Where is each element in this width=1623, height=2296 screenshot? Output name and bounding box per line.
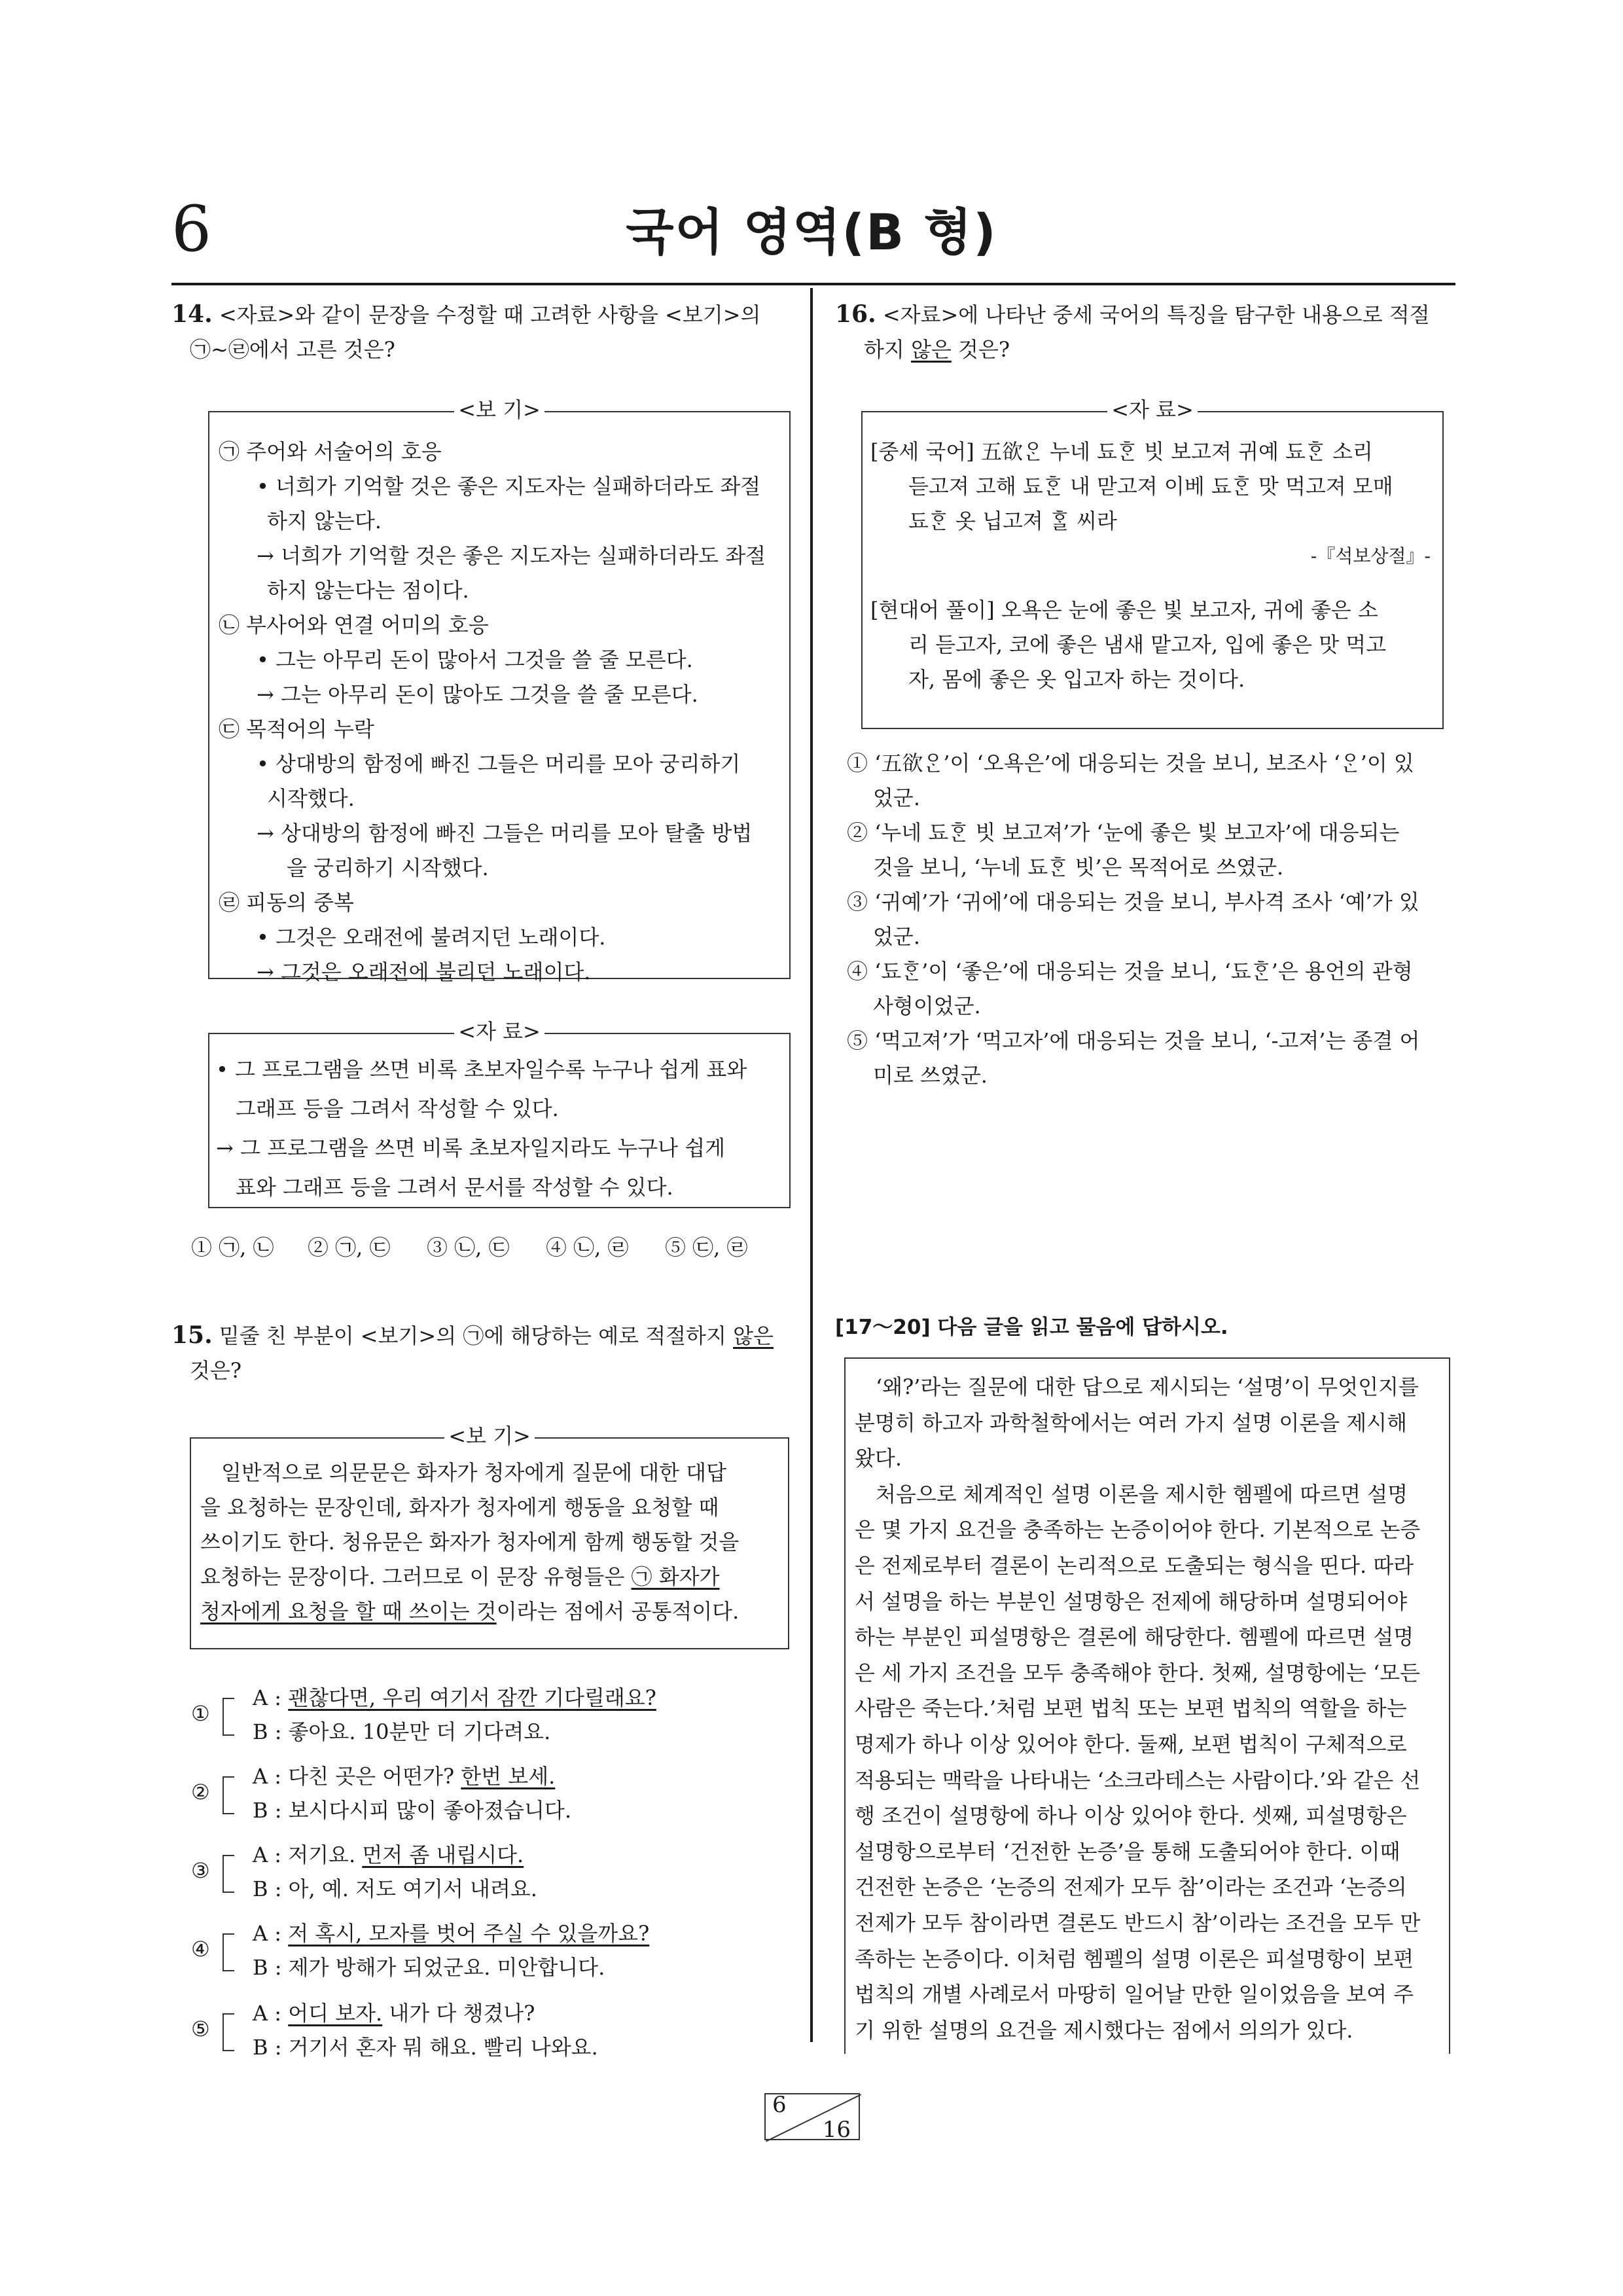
question-number: 14. — [171, 300, 213, 328]
question-stem-cont: ㉠~㉣에서 고른 것은? — [190, 337, 395, 362]
choice-2-cont: 것을 보니, ‘누네 됴ᄒᆞᆫ 빗’은 목적어로 쓰였군. — [873, 855, 1284, 880]
dialogue-line-a — [253, 1681, 656, 1715]
bogi-line: 하지 않는다는 점이다. — [267, 578, 469, 603]
bogi-line: 을 요청하는 문장인데, 화자가 청자에게 행동을 요청할 때 — [200, 1495, 719, 1520]
choice-5[interactable]: ⑤ ㉢, ㉣ — [665, 1235, 748, 1260]
modern-text-line: [현대어 풀이] 오욕은 눈에 좋은 빛 보고자, 귀에 좋은 소 — [870, 598, 1378, 622]
bogi-underline-target: 청자에게 요청을 할 때 쓰이는 것 — [200, 1599, 497, 1624]
question-stem-emphasis: 않은 — [911, 337, 952, 362]
underlined-text: 어디 보자. — [288, 2001, 383, 2026]
page-number: 6 — [171, 192, 212, 266]
choice-3[interactable]: ③ ‘귀예’가 ‘귀에’에 대응되는 것을 보니, 부사격 조사 ‘예’가 있 — [847, 889, 1419, 914]
choice-number[interactable]: ② — [191, 1780, 210, 1804]
question-stem-emphasis: 않은 — [733, 1323, 774, 1348]
jaryo-line: 표와 그래프 등을 그려서 문서를 작성할 수 있다. — [236, 1175, 673, 1200]
q14-jaryo-label: <자 료> — [454, 1019, 544, 1044]
speaker-text: A : 저기요. — [253, 1842, 363, 1867]
speaker-text: A : 다친 곳은 어떤가? — [253, 1764, 461, 1789]
q16-choices — [847, 746, 1455, 1093]
dialogue-bracket — [223, 1776, 234, 1814]
passage-line: 왔다. — [855, 1446, 902, 1471]
choice-number[interactable]: ④ — [191, 1937, 210, 1962]
choice-4[interactable]: ④ ‘됴ᄒᆞᆫ’이 ‘좋은’에 대응되는 것을 보니, ‘됴ᄒᆞᆫ’은 용언의 관형 — [847, 959, 1413, 984]
choice-3[interactable]: ③ ㉡, ㉢ — [427, 1235, 510, 1260]
passage-line: 은 전제로부터 결론이 논리적으로 도출되는 형식을 띤다. 따라 — [855, 1552, 1414, 1578]
dialogue-bracket — [223, 2013, 234, 2051]
header-rule — [171, 283, 1455, 285]
passage-instruction: [17～20] 다음 글을 읽고 물음에 답하시오. — [835, 1316, 1228, 1339]
passage-line: 명제가 하나 이상 있어야 한다. 둘째, 보편 법칙이 구체적으로 — [855, 1731, 1407, 1757]
current-page: 6 — [772, 2092, 787, 2118]
passage-body — [855, 1369, 1444, 2048]
bogi-line: ㉡ 부사어와 연결 어미의 호응 — [219, 613, 489, 637]
choice-number[interactable]: ⑤ — [191, 2017, 210, 2041]
bogi-underline-target: ㉠ 화자가 — [631, 1564, 720, 1589]
column-divider — [810, 288, 813, 2042]
jaryo-line: 그래프 등을 그려서 작성할 수 있다. — [236, 1096, 559, 1121]
choice-number[interactable]: ① — [191, 1701, 210, 1726]
total-pages: 16 — [822, 2117, 851, 2143]
question-stem: <자료>와 같이 문장을 수정할 때 고려한 사항을 <보기>의 — [219, 302, 761, 327]
medieval-text-line: 듣고져 고해 됴ᄒᆞᆫ 내 맏고져 이베 됴ᄒᆞᆫ 맛 먹고져 모매 — [908, 474, 1393, 499]
q14-choices — [191, 1230, 793, 1265]
bogi-line: 쓰이기도 한다. 청유문은 화자가 청자에게 함께 행동할 것을 — [200, 1530, 740, 1554]
dialogue-bracket — [223, 1855, 234, 1893]
dialogue-line-b: B : 거기서 혼자 뭐 해요. 빨리 나와요. — [253, 2035, 598, 2060]
underlined-text: 먼저 좀 내립시다. — [362, 1842, 524, 1867]
page-title: 국어 영역(B 형) — [626, 203, 997, 261]
jaryo-line: • 그 프로그램을 쓰면 비록 초보자일수록 누구나 쉽게 표와 — [216, 1057, 747, 1082]
passage-line: 사람은 죽는다.’처럼 보편 법칙 또는 보편 법칙의 역할을 하는 — [855, 1696, 1407, 1721]
source-citation: -『석보상절』- — [1310, 545, 1431, 567]
page-indicator — [764, 2092, 860, 2143]
choice-4-cont: 사형이었군. — [873, 994, 981, 1018]
question-14 — [171, 297, 793, 367]
dialogue-line-a — [253, 1759, 555, 1794]
passage-line: 적용되는 맥락을 나타내는 ‘소크라테스는 사람이다.’와 같은 선 — [855, 1767, 1421, 1793]
q16-jaryo-label: <자 료> — [1107, 397, 1198, 422]
q15-bogi-label: <보 기> — [444, 1424, 535, 1448]
bogi-line: ㉠ 주어와 서술어의 호응 — [219, 439, 442, 464]
choice-5[interactable]: ⑤ ‘먹고져’가 ‘먹고자’에 대응되는 것을 보니, ‘-고져’는 종결 어 — [847, 1028, 1420, 1053]
speaker-text: A : — [253, 2001, 289, 2026]
dialogue-line-b: B : 아, 예. 저도 여기서 내려요. — [253, 1876, 537, 1901]
bogi-line: 시작했다. — [267, 786, 355, 811]
question-stem-cont: 것은? — [190, 1358, 241, 1383]
question-15 — [171, 1318, 793, 1388]
question-stem-cont: 것은? — [951, 337, 1010, 362]
dialogue-bracket — [223, 1933, 234, 1971]
bogi-line: 하지 않는다. — [267, 509, 382, 533]
bogi-line: • 너희가 기억할 것은 좋은 지도자는 실패하더라도 좌절 — [257, 474, 761, 499]
underlined-text: 저 혹시, 모자를 벗어 주실 수 있을까요? — [288, 1921, 650, 1946]
bogi-line: • 상대방의 함정에 빠진 그들은 머리를 모아 궁리하기 — [257, 751, 741, 776]
choice-5-cont: 미로 쓰였군. — [873, 1063, 988, 1088]
modern-text-line: 리 듣고자, 코에 좋은 냄새 맡고자, 입에 좋은 맛 먹고 — [908, 632, 1387, 657]
question-number: 15. — [171, 1321, 213, 1349]
bogi-line: 을 궁리하기 시작했다. — [287, 855, 489, 880]
choice-4[interactable]: ④ ㉡, ㉣ — [546, 1235, 629, 1260]
passage-line: 건전한 논증은 ‘논증의 전제가 모두 참’이라는 조건과 ‘논증의 — [855, 1874, 1407, 1900]
passage-line: 행 조건이 설명항에 하나 이상 있어야 한다. 셋째, 피설명항은 — [855, 1803, 1407, 1829]
passage-line: 기 위한 설명의 요건을 제시했다는 점에서 의의가 있다. — [855, 2017, 1353, 2043]
dialogue-line-a — [253, 1838, 524, 1873]
passage-line: 은 세 가지 조건을 모두 충족해야 한다. 첫째, 설명항에는 ‘모든 — [855, 1660, 1420, 1685]
question-stem: <자료>에 나타난 중세 국어의 특징을 탐구한 내용으로 적절 — [882, 302, 1430, 327]
question-16 — [835, 297, 1457, 367]
passage-line: 하는 부분인 피설명항은 결론에 해당한다. 헴펠에 따르면 설명 — [855, 1624, 1414, 1650]
q14-jaryo-content — [216, 1050, 785, 1207]
bogi-line: → 상대방의 함정에 빠진 그들은 머리를 모아 탈출 방법 — [257, 821, 753, 846]
choice-3-cont: 었군. — [873, 924, 920, 949]
choice-1[interactable]: ① ㉠, ㉡ — [191, 1235, 274, 1260]
underlined-text: 괜찮다면, 우리 여기서 잠깐 기다릴래요? — [288, 1685, 656, 1710]
bogi-line: 이라는 점에서 공통적이다. — [496, 1599, 740, 1624]
bogi-line: ㉢ 목적어의 누락 — [219, 717, 374, 742]
dialogue-line-a — [253, 1996, 535, 2031]
bogi-line: ㉣ 피동의 중복 — [219, 890, 354, 915]
bogi-line: → 그것은 오래전에 불리던 노래이다. — [257, 960, 591, 984]
underlined-text: 한번 보세. — [461, 1764, 556, 1789]
q14-bogi-label: <보 기> — [454, 397, 544, 422]
choice-1-cont: 었군. — [873, 785, 920, 810]
jaryo-line: → 그 프로그램을 쓰면 비록 초보자일지라도 누구나 쉽게 — [216, 1136, 726, 1160]
choice-2[interactable]: ② ㉠, ㉢ — [308, 1235, 391, 1260]
question-stem-cont: 하지 — [864, 337, 911, 362]
question-number: 16. — [835, 300, 876, 328]
bogi-line: 일반적으로 의문문은 화자가 청자에게 질문에 대한 대답 — [221, 1460, 727, 1485]
passage-line: ‘왜?’라는 질문에 대한 답으로 제시되는 ‘설명’이 무엇인지를 — [876, 1374, 1419, 1399]
speaker-text: 내가 다 챙겼나? — [382, 2001, 535, 2026]
bogi-line: → 너희가 기억할 것은 좋은 지도자는 실패하더라도 좌절 — [257, 543, 766, 568]
bogi-line: • 그는 아무리 돈이 많아서 그것을 쓸 줄 모른다. — [257, 647, 693, 672]
q14-bogi-content — [219, 435, 781, 990]
q16-jaryo-content — [870, 435, 1437, 697]
dialogue-line-b: B : 보시다시피 많이 좋아졌습니다. — [253, 1798, 572, 1823]
question-stem: 밑줄 친 부분이 <보기>의 ㉠에 해당하는 예로 적절하지 — [219, 1323, 734, 1348]
speaker-text: A : — [253, 1921, 289, 1946]
bogi-line: • 그것은 오래전에 불려지던 노래이다. — [257, 925, 606, 950]
choice-1[interactable]: ① ‘五欲ᄋᆞᆫ’이 ‘오욕은’에 대응되는 것을 보니, 보조사 ‘ᄋᆞᆫ’이 있 — [847, 751, 1414, 776]
dialogue-line-a — [253, 1916, 649, 1951]
passage-line: 족하는 논증이다. 이처럼 헴펠의 설명 이론은 피설명항이 보편 — [855, 1946, 1414, 1971]
passage-line: 전제가 모두 참이라면 결론도 반드시 참’이라는 조건을 모두 만 — [855, 1910, 1421, 1935]
passage-line: 법칙의 개별 사례로서 마땅히 일어날 만한 일이었음을 보여 주 — [855, 1982, 1414, 2007]
bogi-line: → 그는 아무리 돈이 많아도 그것을 쓸 줄 모른다. — [257, 682, 698, 707]
dialogue-line-b: B : 좋아요. 10분만 더 기다려요. — [253, 1719, 551, 1744]
choice-number[interactable]: ③ — [191, 1858, 210, 1883]
passage-line: 서 설명을 하는 부분인 설명항은 전제에 해당하며 설명되어야 — [855, 1588, 1408, 1614]
passage-line: 처음으로 체계적인 설명 이론을 제시한 헴펠에 따르면 설명 — [876, 1481, 1408, 1507]
speaker-text: A : — [253, 1685, 289, 1710]
choice-2[interactable]: ② ‘누네 됴ᄒᆞᆫ 빗 보고져’가 ‘눈에 좋은 빛 보고자’에 대응되는 — [847, 820, 1400, 845]
modern-text-line: 자, 몸에 좋은 옷 입고자 하는 것이다. — [908, 667, 1245, 692]
bogi-line: 요청하는 문장이다. 그러므로 이 문장 유형들은 — [200, 1564, 632, 1589]
passage-line: 은 몇 가지 요건을 충족하는 논증이어야 한다. 기본적으로 논증 — [855, 1517, 1421, 1543]
passage-line: 분명히 하고자 과학철학에서는 여러 가지 설명 이론을 제시해 — [855, 1410, 1408, 1435]
q15-bogi-content — [200, 1456, 783, 1629]
medieval-text-line: 됴ᄒᆞᆫ 옷 닙고져 ᄒᆞᆯ 씨라 — [908, 509, 1117, 533]
dialogue-bracket — [223, 1698, 234, 1736]
dialogue-line-b: B : 제가 방해가 되었군요. 미안합니다. — [253, 1955, 605, 1980]
medieval-text-line: [중세 국어] 五欲ᄋᆞᆫ 누네 됴ᄒᆞᆫ 빗 보고져 귀예 됴ᄒᆞᆫ 소리 — [870, 439, 1373, 464]
passage-line: 설명항으로부터 ‘건전한 논증’을 통해 도출되어야 한다. 이때 — [855, 1839, 1400, 1864]
